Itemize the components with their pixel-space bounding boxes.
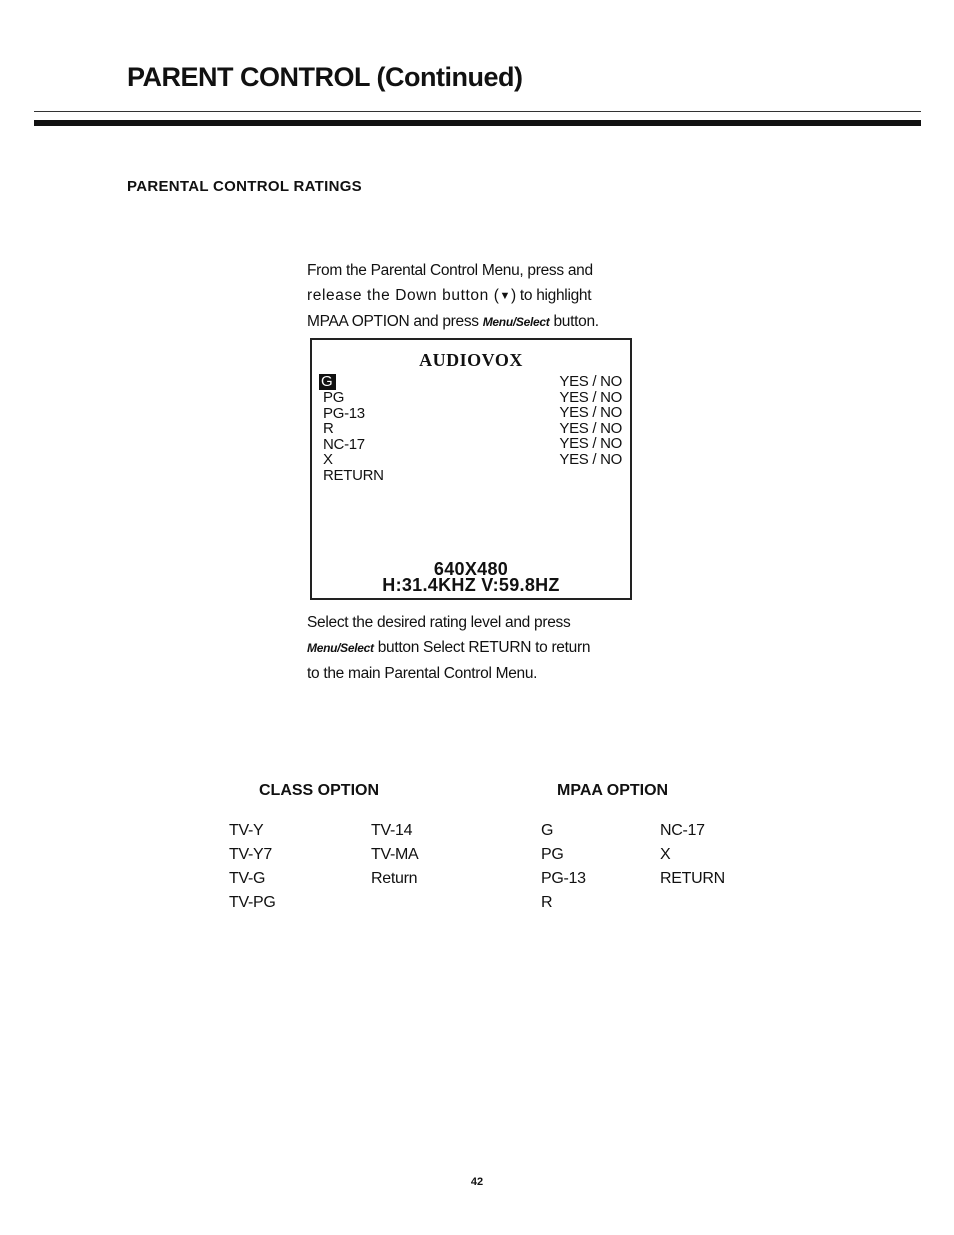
osd-screen — [310, 338, 632, 600]
class-option-item: TV-G — [229, 870, 266, 887]
mpaa-option-item: R — [541, 894, 553, 911]
menu-item-g[interactable]: G — [319, 374, 336, 390]
divider-thin — [34, 111, 921, 112]
value-x: YES / NO — [559, 450, 622, 468]
brand-logo: AUDIOVOX — [419, 350, 523, 370]
mpaa-option-item: RETURN — [660, 870, 725, 887]
intro-line-3: MPAA OPTION and press Menu/Select button. — [307, 313, 599, 330]
mpaa-option-item: X — [660, 846, 671, 863]
followup-line-3: to the main Parental Control Menu. — [307, 665, 538, 682]
mpaa-option-item: PG — [541, 846, 564, 863]
mpaa-option-item: NC-17 — [660, 822, 705, 839]
menu-item-pg-13[interactable]: PG-13 — [323, 404, 365, 422]
intro-line-1: From the Parental Control Menu, press and — [307, 262, 593, 279]
value-nc-17: YES / NO — [559, 435, 622, 452]
mpaa-option-item: G — [541, 822, 554, 839]
class-option-item: TV-PG — [229, 894, 276, 911]
class-option-item: TV-Y — [229, 822, 264, 839]
followup-line-2: Menu/Select button Select RETURN to return — [307, 639, 591, 656]
class-option-item: TV-MA — [371, 846, 419, 863]
class-option-item: TV-Y7 — [229, 846, 272, 863]
divider-thick — [34, 120, 921, 126]
class-option-item: TV-14 — [371, 822, 413, 839]
section-title: PARENTAL CONTROL RATINGS — [127, 178, 362, 195]
menu-item-pg[interactable]: PG — [323, 389, 345, 406]
mpaa-option-title: MPAA OPTION — [557, 782, 669, 799]
followup-paragraph — [307, 610, 687, 686]
followup-line-1: Select the desired rating level and press — [307, 614, 571, 631]
value-r: YES / NO — [559, 419, 622, 437]
menu-item-nc-17[interactable]: NC-17 — [323, 435, 365, 453]
resolution-readout: 640X480 — [433, 559, 509, 579]
frequency-readout: H:31.4KHZ V:59.8HZ — [382, 575, 560, 595]
value-pg: YES / NO — [559, 388, 622, 406]
menu-item-r[interactable]: R — [323, 420, 334, 437]
page-number: 42 — [470, 1176, 484, 1188]
down-arrow-icon: ▼ — [499, 290, 511, 302]
menu-select-label: Menu/Select — [307, 641, 374, 655]
class-option-item: Return — [371, 870, 418, 887]
value-pg-13: YES / NO — [559, 404, 622, 421]
page-title: PARENT CONTROL (Continued) — [127, 62, 523, 92]
menu-item-return[interactable]: RETURN — [323, 466, 384, 484]
menu-select-label: Menu/Select — [482, 315, 550, 329]
intro-paragraph — [307, 258, 687, 335]
menu-item-x[interactable]: X — [323, 451, 333, 468]
class-option-title: CLASS OPTION — [259, 782, 380, 799]
value-g: YES / NO — [559, 373, 622, 390]
mpaa-option-item: PG-13 — [541, 870, 586, 887]
intro-line-2: release the Down button (▼) to highlight — [307, 283, 687, 309]
